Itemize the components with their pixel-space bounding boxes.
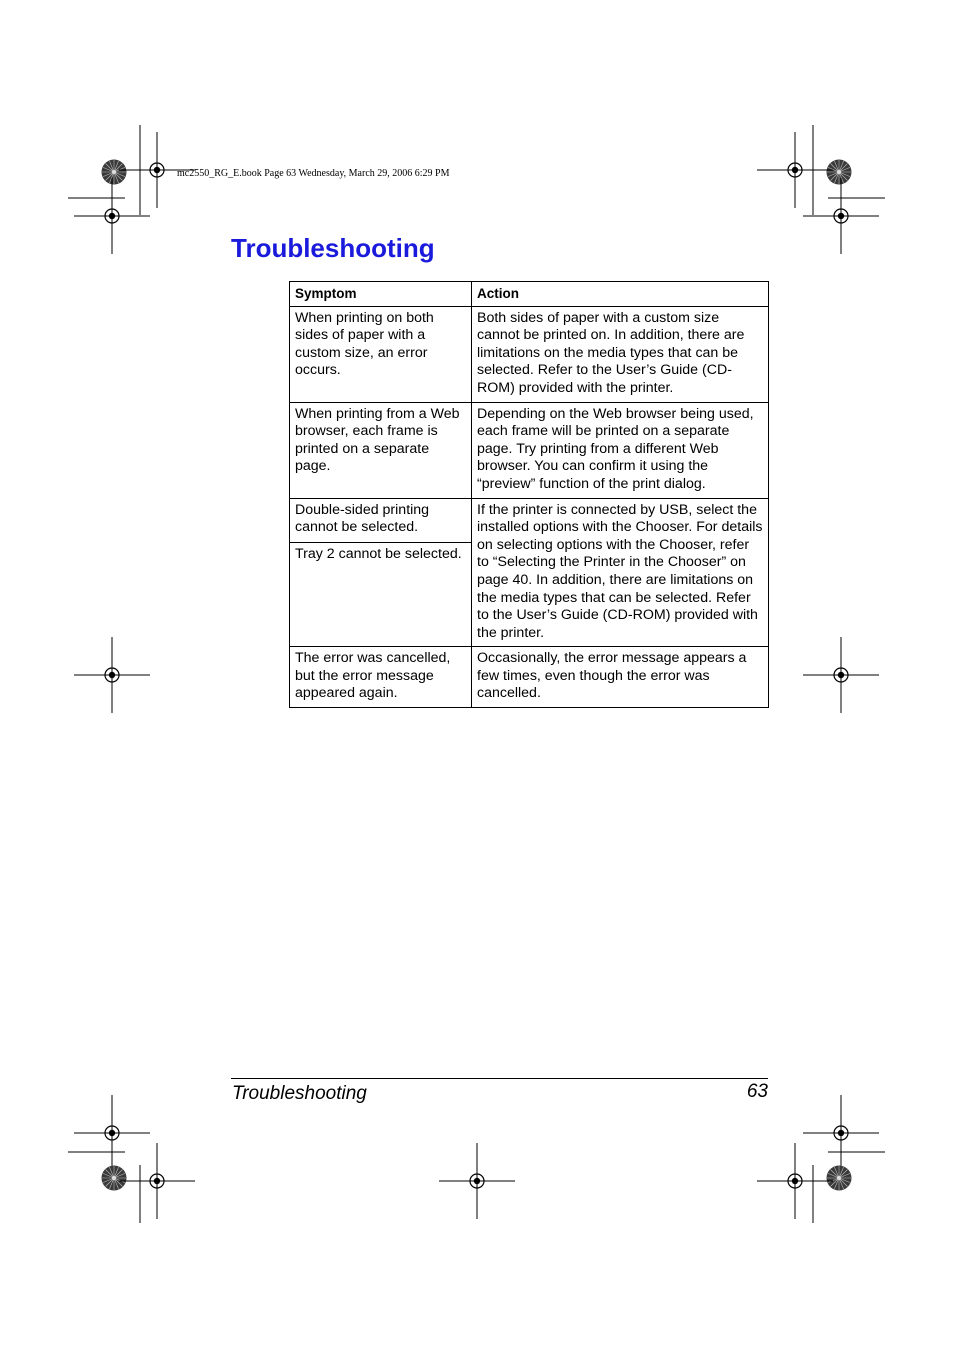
action-cell: Depending on the Web browser being used, each frame will be printed on a separate page. Try printing from a different Web browser. You can confirm it using the “preview” function of the print dialog. <box>472 402 769 498</box>
action-cell: If the printer is connected by USB, select the installed options with the Chooser. For details on selecting options with the Chooser, refer to “Selecting the Printer in the Chooser” on page 40. In addition, there are limitations on the media types that can be selected. Refer to the User’s Guide (CD-ROM) provided with the printer. <box>472 498 769 647</box>
troubleshooting-table <box>289 281 769 708</box>
symptom-cell: The error was cancelled, but the error message appeared again. <box>290 647 472 708</box>
table-row <box>290 647 769 708</box>
print-slug: mc2550_RG_E.book Page 63 Wednesday, March 29, 2006 6:29 PM <box>177 168 450 179</box>
action-cell: Both sides of paper with a custom size cannot be printed on. In addition, there are limitations on the media types that can be selected. Refer to the User’s Guide (CD-ROM) provided with the printer. <box>472 306 769 402</box>
table-row <box>290 498 769 543</box>
symptom-column-header: Symptom <box>290 282 472 307</box>
footer-section-title: Troubleshooting <box>232 1083 367 1104</box>
symptom-cell: When printing on both sides of paper with a custom size, an error occurs. <box>290 306 472 402</box>
table-row <box>290 402 769 498</box>
table-row <box>290 306 769 402</box>
table-header-row <box>290 282 769 307</box>
page-number: 63 <box>746 1081 768 1102</box>
footer-rule <box>231 1078 768 1079</box>
action-column-header: Action <box>472 282 769 307</box>
symptom-cell: Double-sided printing cannot be selected. <box>290 498 472 543</box>
symptom-cell: Tray 2 cannot be selected. <box>290 543 472 647</box>
action-cell: Occasionally, the error message appears a few times, even though the error was cancelled. <box>472 647 769 708</box>
page-title: Troubleshooting <box>231 233 435 263</box>
symptom-cell: When printing from a Web browser, each frame is printed on a separate page. <box>290 402 472 498</box>
